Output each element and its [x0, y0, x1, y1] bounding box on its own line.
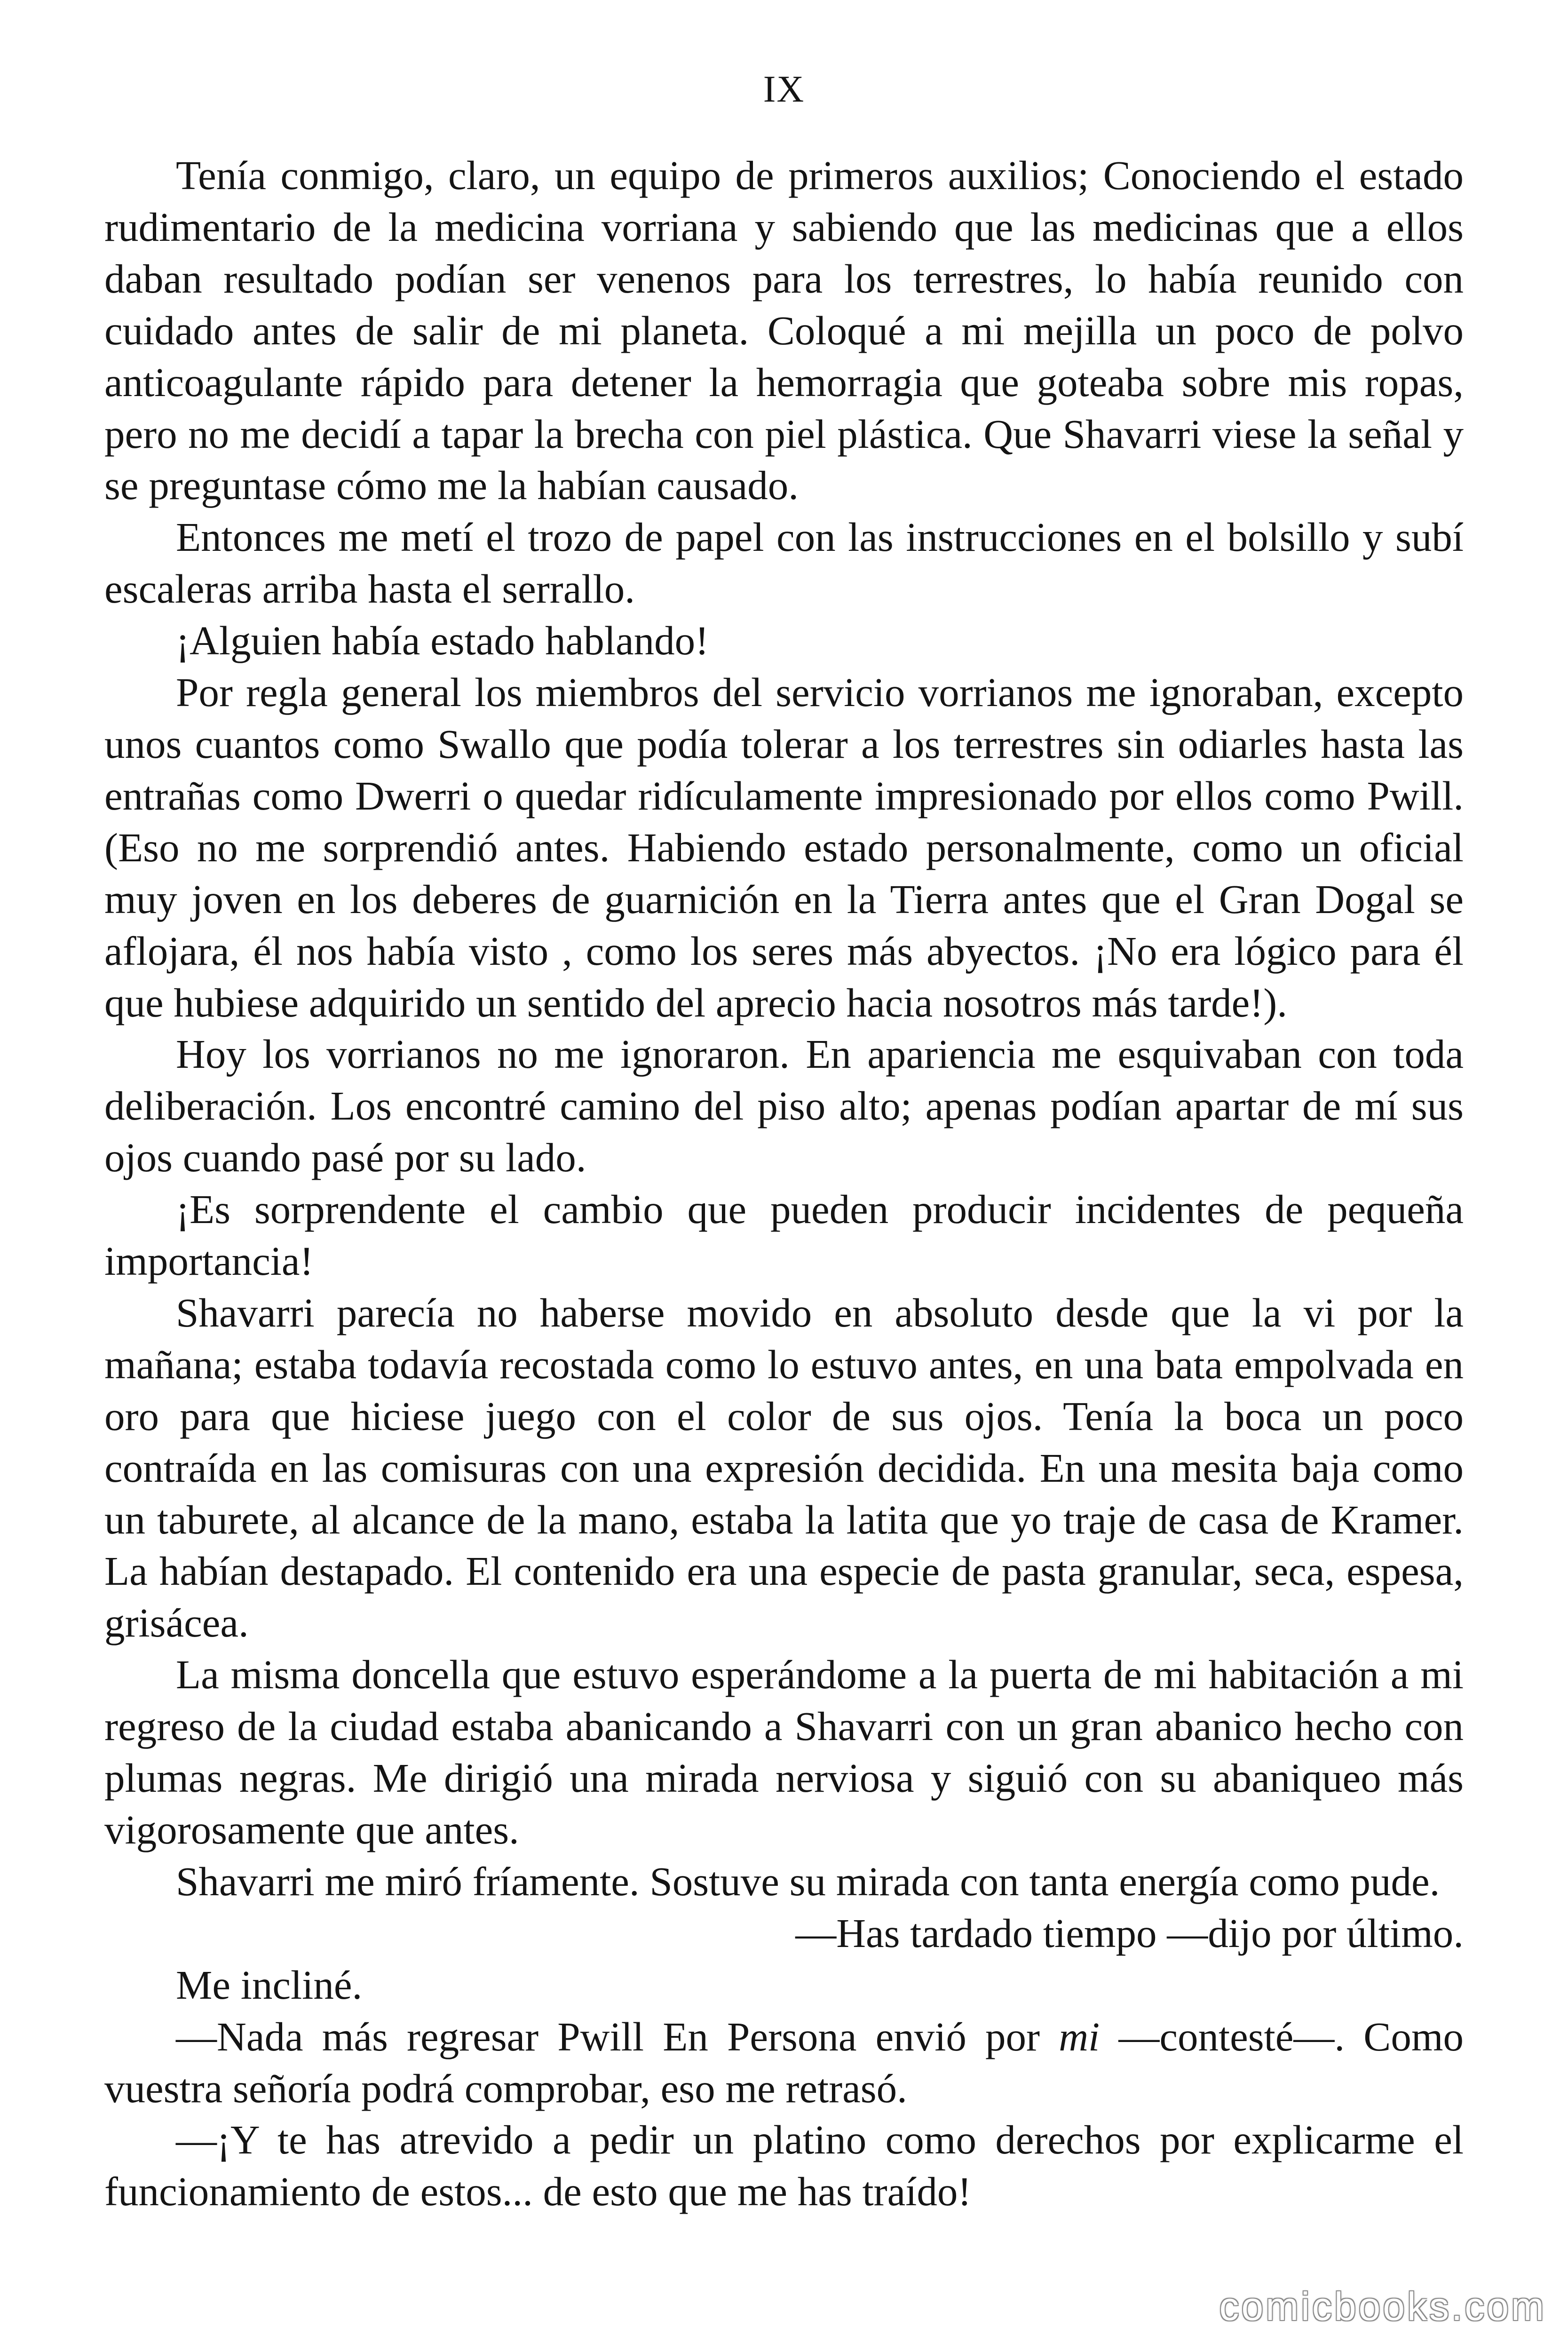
dialogue-line-right: —Has tardado tiempo —dijo por último.	[795, 1910, 1464, 1956]
paragraph	[104, 2011, 1464, 2114]
emphasis-text: mi	[1059, 2013, 1100, 2059]
paragraph: Por regla general los miembros del servicio vorrianos me ignoraban, excepto unos cuantos como Swallo que podía tolerar a los terrestres sin odiarles hasta las entrañas como Dwerri o quedar ridículamente impresionado por ellos como Pwill. (Eso no me sorprendió antes. Habiendo estado personalmente, como un oficial muy joven en los deberes de guarnición en la Tierra antes que el Gran Dogal se aflojara, él nos había visto , como los seres más abyectos. ¡No era lógico para él que hubiese adquirido un sentido del aprecio hacia nosotros más tarde!).	[104, 669, 1464, 1025]
paragraph: ¡Alguien había estado hablando!	[176, 618, 709, 664]
body-text	[104, 150, 1464, 2217]
paragraph: Entonces me metí el trozo de papel con las instrucciones en el bolsillo y subí escaleras arriba hasta el serrallo.	[104, 514, 1464, 612]
paragraph: Me incliné.	[176, 1962, 363, 2008]
paragraph: ¡Es sorprendente el cambio que pueden producir incidentes de pequeña importancia!	[104, 1186, 1464, 1284]
paragraph: La misma doncella que estuvo esperándome a la puerta de mi habitación a mi regreso de la ciudad estaba abanicando a Shavarri con un gran abanico hecho con plumas negras. Me dirigió una mirada nerviosa y siguió con su abaniqueo más vigorosamente que antes.	[104, 1652, 1464, 1852]
paragraph: Tenía conmigo, claro, un equipo de primeros auxilios; Conociendo el estado rudimentario de la medicina vorriana y sabiendo que las medicinas que a ellos daban resultado podían ser venenos para los terrestres, lo había reunido con cuidado antes de salir de mi planeta. Coloqué a mi mejilla un poco de polvo anticoagulante rápido para detener la hemorragia que goteaba sobre mis ropas, pero no me decidí a tapar la brecha con piel plástica. Que Shavarri viese la señal y se preguntase cómo me la habían causado.	[104, 152, 1464, 509]
chapter-heading: IX	[763, 69, 805, 110]
paragraph: Shavarri parecía no haberse movido en absoluto desde que la vi por la mañana; estaba todavía recostada como lo estuvo antes, en una bata empolvada en oro para que hiciese juego con el color de sus ojos. Tenía la boca un poco contraída en las comisuras con una expresión decidida. En una mesita baja como un taburete, al alcance de la mano, estaba la latita que yo traje de casa de Kramer. La habían destapado. El contenido era una especie de pasta granular, seca, espesa, grisácea.	[104, 1289, 1464, 1646]
paragraph: Hoy los vorrianos no me ignoraron. En apariencia me esquivaban con toda deliberación. Los encontré camino del piso alto; apenas podían apartar de mí sus ojos cuando pasé por su lado.	[104, 1031, 1464, 1181]
paragraph: —¡Y te has atrevido a pedir un platino como derechos por explicarme el funcionamiento de estos... de esto que me has traído!	[104, 2117, 1464, 2215]
text-run: —Nada más regresar Pwill En Persona envió por	[176, 2013, 1059, 2059]
text-run: —contesté—. Como vuestra señoría podrá comprobar, eso me retrasó.	[104, 2013, 1464, 2111]
paragraph: Shavarri me miró fríamente. Sostuve su mirada con tanta energía como pude.	[176, 1858, 1440, 1904]
watermark: comicbooks.com	[1219, 2284, 1546, 2328]
